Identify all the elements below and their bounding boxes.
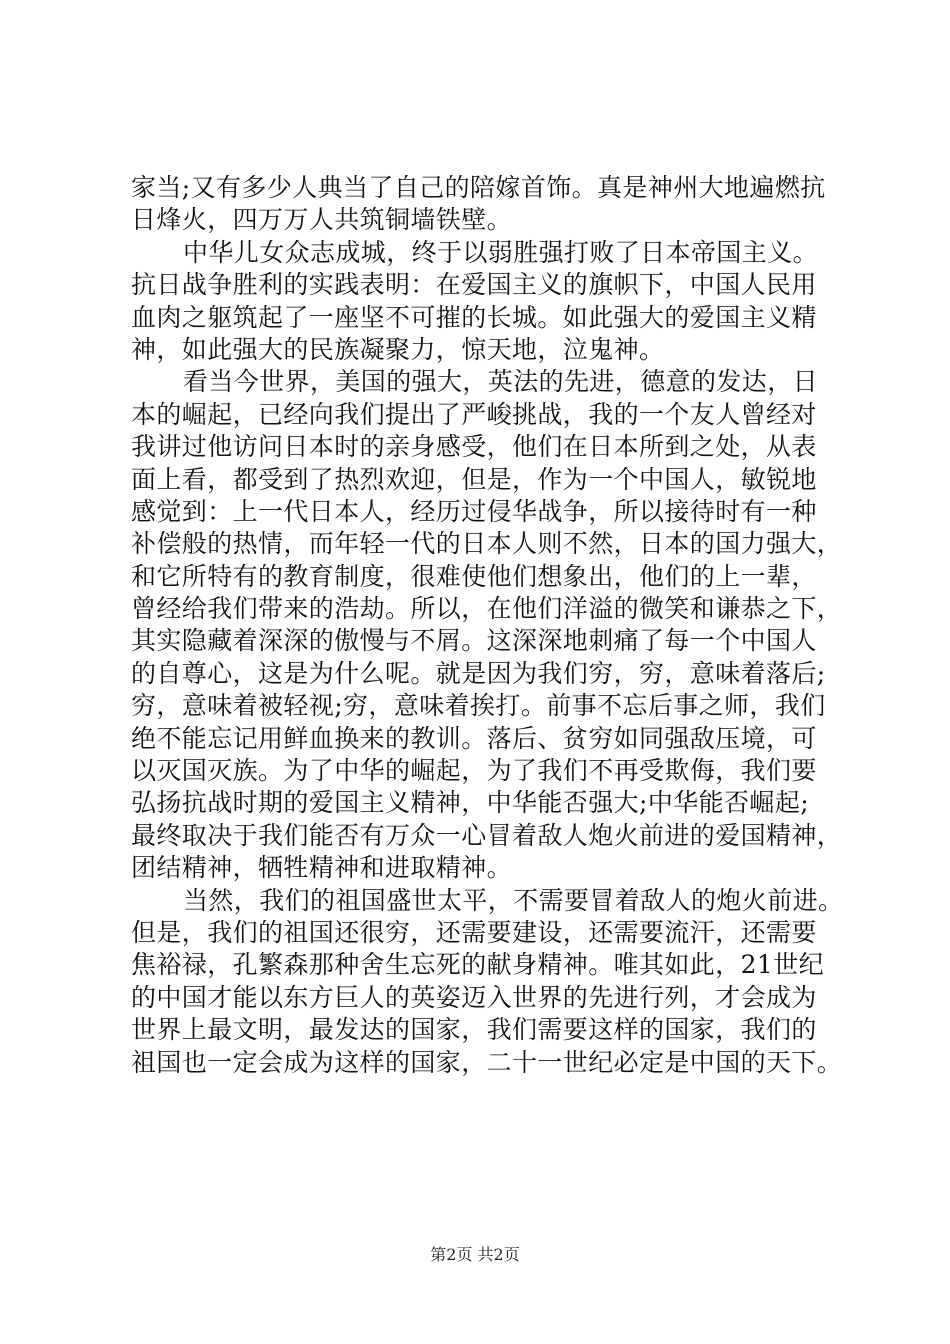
text-line: 血肉之躯筑起了一座坚不可摧的长城。如此强大的爱国主义精 xyxy=(131,302,817,332)
text-line: 绝不能忘记用鲜血换来的教训。落后、贫穷如同强敌压境，可 xyxy=(131,723,817,753)
text-line: 但是，我们的祖国还很穷，还需要建设，还需要流汗，还需要 xyxy=(131,917,817,947)
text-line: 最终取决于我们能否有万众一心冒着敌人炮火前进的爱国精神， xyxy=(131,820,843,850)
text-line: 世界上最文明，最发达的国家，我们需要这样的国家，我们的 xyxy=(131,1015,817,1045)
text-line: 曾经给我们带来的浩劫。所以，在他们洋溢的微笑和谦恭之下， xyxy=(131,594,843,624)
text-line: 神，如此强大的民族凝聚力，惊天地，泣鬼神。 xyxy=(131,334,665,364)
text-line: 感觉到：上一代日本人，经历过侵华战争，所以接待时有一种 xyxy=(131,496,817,526)
text-line: 看当今世界，美国的强大，英法的先进，德意的发达，日 xyxy=(183,367,819,397)
text-line: 团结精神，牺牲精神和进取精神。 xyxy=(131,853,513,883)
text-line: 的中国才能以东方巨人的英姿迈入世界的先进行列，才会成为 xyxy=(131,982,817,1012)
text-line: 面上看，都受到了热烈欢迎，但是，作为一个中国人，敏锐地 xyxy=(131,464,817,494)
text-line: 和它所特有的教育制度，很难使他们想象出，他们的上一辈， xyxy=(131,561,817,591)
text-line: 我讲过他访问日本时的亲身感受，他们在日本所到之处，从表 xyxy=(131,432,817,462)
text-line: 焦裕禄，孔繁森那种舍生忘死的献身精神。唯其如此，21世纪 xyxy=(131,950,825,980)
document-body xyxy=(131,172,844,1079)
text-line: 抗日战争胜利的实践表明：在爱国主义的旗帜下，中国人民用 xyxy=(131,270,817,300)
text-line: 本的崛起，已经向我们提出了严峻挑战，我的一个友人曾经对 xyxy=(131,399,817,429)
text-line: 家当;又有多少人典当了自己的陪嫁首饰。真是神州大地遍燃抗 xyxy=(131,173,826,202)
text-line: 补偿般的热情，而年轻一代的日本人则不然，日本的国力强大， xyxy=(131,529,843,559)
text-line: 穷，意味着被轻视;穷，意味着挨打。前事不忘后事之师，我们 xyxy=(131,691,826,721)
text-line: 日烽火，四万万人共筑铜墙铁壁。 xyxy=(131,205,513,235)
text-line: 弘扬抗战时期的爱国主义精神，中华能否强大;中华能否崛起; xyxy=(131,788,810,818)
page-footer: 第2页 共2页 xyxy=(430,1245,520,1264)
text-line: 其实隐藏着深深的傲慢与不屑。这深深地刺痛了每一个中国人 xyxy=(131,626,817,656)
text-line: 祖国也一定会成为这样的国家，二十一世纪必定是中国的天下。 xyxy=(131,1047,843,1077)
text-line: 以灭国灭族。为了中华的崛起，为了我们不再受欺侮，我们要 xyxy=(131,756,817,786)
text-line: 中华儿女众志成城，终于以弱胜强打败了日本帝国主义。 xyxy=(183,237,819,267)
text-line: 的自尊心，这是为什么呢。就是因为我们穷，穷，意味着落后; xyxy=(131,658,826,688)
text-line: 当然，我们的祖国盛世太平，不需要冒着敌人的炮火前进。 xyxy=(183,885,844,915)
